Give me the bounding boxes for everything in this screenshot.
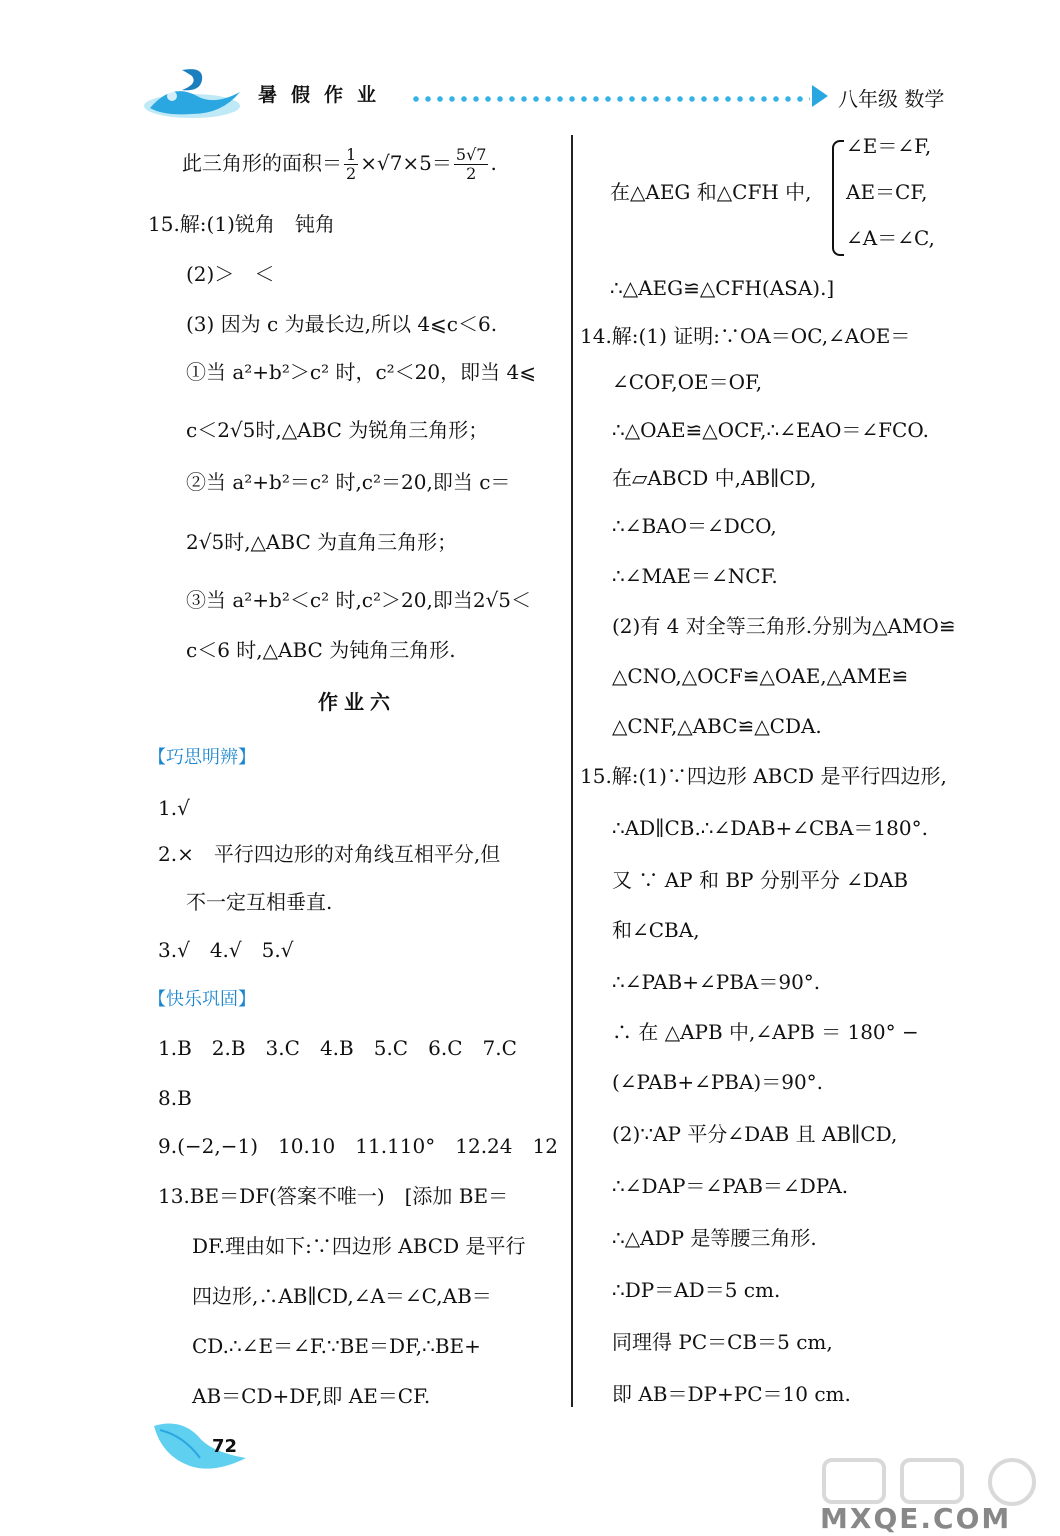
triangle-aeg-cfh: 在△AEG 和△CFH 中, [610,180,812,204]
q15-case-1-cont: c＜2√5时,△ABC 为锐角三角形； [186,418,489,442]
header-dots [410,96,810,102]
q15-proof-5: ∴∠PAB+∠PBA＝90°. [612,970,821,994]
q14-proof-4: 在▱ABCD 中,AB∥CD, [612,466,817,490]
fraction-denominator: 2 [466,164,477,183]
q15-proof-1: 15.解:(1)∵四边形 ABCD 是平行四边形, [580,764,947,788]
q14-proof-6: ∴∠MAE＝∠NCF. [612,564,778,588]
answer-1: 1.√ [158,796,190,820]
q14-part2-2: △CNO,△OCF≌△OAE,△AME≌ [612,664,909,688]
fraction-result [454,146,489,183]
fraction-one-half [344,146,358,183]
area-formula-line [182,146,497,183]
q14-proof-3: ∴△OAE≌△OCF,∴∠EAO＝∠FCO. [612,418,929,442]
cond-angle-ef: ∠E＝∠F, [846,134,932,158]
section-tag-qiaosi: 【巧思明辨】 [148,747,256,768]
fraction-numerator: 1 [346,145,357,164]
q15-answer-1: 15.解:(1)锐角 钝角 [148,212,335,236]
q13-answer: 13.BE＝DF(答案不唯一) [添加 BE＝ [158,1184,509,1208]
q15-case-2: ②当 a²+b²＝c² 时,c²＝20,即当 c＝ [186,470,511,494]
q15-part2-5: 同理得 PC＝CB＝5 cm, [612,1330,833,1354]
q14-part2-3: △CNF,△ABC≌△CDA. [612,714,822,738]
q15-case-3: ③当 a²+b²＜c² 时,c²＞20,即当2√5＜ [186,588,532,612]
answer-2-cont: 不一定互相垂直. [186,890,333,914]
answer-2: 2.× 平行四边形的对角线互相平分,但 [158,842,501,866]
q15-part2-1: (2)∵AP 平分∠DAB 且 AB∥CD, [612,1122,898,1146]
header-grade-subject: 八年级 数学 [838,87,945,111]
header-arrow-icon [812,85,828,107]
q15-proof-3: 又 ∵ AP 和 BP 分别平分 ∠DAB [612,868,909,892]
section-title: 作业六 [318,690,396,714]
q15-part2-2: ∴∠DAP＝∠PAB＝∠DPA. [612,1174,849,1198]
q15-case-1: ①当 a²+b²＞c² 时，c²＜20，即当 4⩽ [186,360,536,384]
q13-reason-4: AB＝CD+DF,即 AE＝CF. [192,1384,431,1408]
q13-reason-1: DF.理由如下:∵四边形 ABCD 是平行 [192,1234,526,1258]
system-brace [832,140,844,256]
q14-part2-1: (2)有 4 对全等三角形.分别为△AMO≌ [612,614,956,638]
q15-part2-6: 即 AB＝DP+PC＝10 cm. [612,1382,851,1406]
q13-reason-2: 四边形,∴AB∥CD,∠A＝∠C,AB＝ [192,1284,492,1308]
q15-case-3-cont: c＜6 时,△ABC 为钝角三角形. [186,638,456,662]
cond-angle-ac: ∠A＝∠C, [846,226,935,250]
area-text-mid: ×√7×5＝ [360,151,452,175]
q15-proof-7: (∠PAB+∠PBA)＝90°. [612,1070,824,1094]
q15-answer-3: (3) 因为 c 为最长边,所以 4⩽c＜6. [186,312,498,336]
choice-answer-8: 8.B [158,1086,192,1110]
q14-proof-1: 14.解:(1) 证明:∵OA＝OC,∠AOE＝ [580,324,911,348]
q15-part2-3: ∴△ADP 是等腰三角形. [612,1226,817,1250]
fraction-numerator: 5√7 [455,145,487,164]
header-title: 暑假作业 [258,84,391,106]
watermark-text: MXQE.COM [820,1502,1012,1535]
q15-part2-4: ∴DP＝AD＝5 cm. [612,1278,781,1302]
page-number: 72 [212,1436,238,1457]
column-divider [571,135,573,1407]
fraction-denominator: 2 [346,164,357,183]
fill-answers-9-12: 9.(−2,−1) 10.10 11.110° 12.24 12 [158,1134,558,1158]
section-tag-kuaile: 【快乐巩固】 [148,989,256,1010]
q15-answer-2: (2)＞ ＜ [186,262,275,286]
header-logo-icon [142,62,252,122]
q15-case-2-cont: 2√5时,△ABC 为直角三角形； [186,530,458,554]
q15-proof-4: 和∠CBA, [612,918,700,942]
area-text-end: . [490,151,497,175]
answer-3-5: 3.√ 4.√ 5.√ [158,938,294,962]
q14-proof-2: ∠COF,OE＝OF, [612,370,763,394]
congruence-asa: ∴△AEG≌△CFH(ASA).] [610,276,835,300]
q15-proof-6: ∴ 在 △APB 中,∠APB ＝ 180° − [612,1020,919,1044]
cond-ae-cf: AE＝CF, [846,180,928,204]
choice-answers-1-7: 1.B 2.B 3.C 4.B 5.C 6.C 7.C [158,1036,517,1060]
q14-proof-5: ∴∠BAO＝∠DCO, [612,514,777,538]
q15-proof-2: ∴AD∥CB.∴∠DAB+∠CBA＝180°. [612,816,928,840]
q13-reason-3: CD.∴∠E＝∠F.∵BE＝DF,∴BE+ [192,1334,481,1358]
area-text: 此三角形的面积＝ [182,151,342,175]
